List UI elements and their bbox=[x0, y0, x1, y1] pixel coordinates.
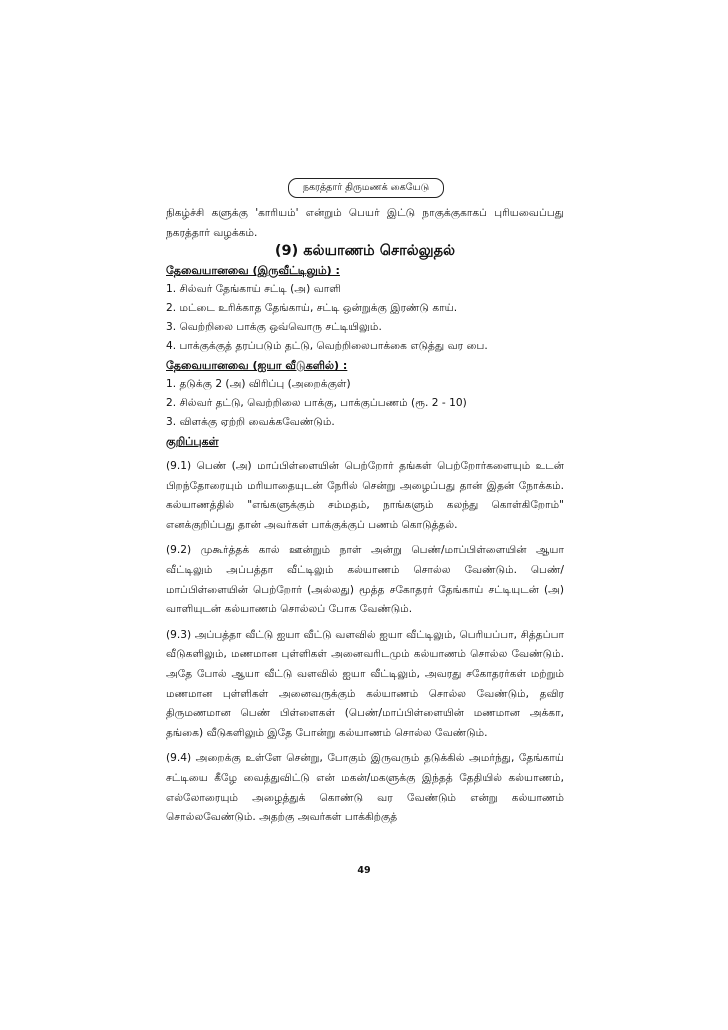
list-item: 1. சில்வர் தேங்காய் சட்டி (அ) வாளி bbox=[166, 283, 341, 295]
notes-heading: குறிப்புகள் bbox=[166, 435, 219, 448]
list-item: 1. தடுக்கு 2 (அ) விரிப்பு (அறைக்குள்) bbox=[166, 378, 351, 390]
note-paragraph-9-1: (9.1) பெண் (அ) மாப்பிள்ளையின் பெற்றோர் தங்கள் பெற்றோர்களையும் உடன் பிறந்தோரையும் மரியாதையுடன் நேரில் சென்று அழைப்பது தான் இதன் நோக்கம். கல்யாணத்தில் "எங்களுக்கும் சம்மதம், நாங்களும் கலந்து கொள்கிறோம்" எனக்குறிப்பது தான் அவர்கள் பாக்குக்குப் பணம் கொடுத்தல். bbox=[166, 460, 564, 531]
list-item: 4. பாக்குக்குத் தரப்படும் தட்டு, வெற்றிலைபாக்கை எடுத்து வர பை. bbox=[166, 340, 488, 352]
list-item: 2. மட்டை உரிக்காத தேங்காய், சட்டி ஒன்றுக்கு இரண்டு காய். bbox=[166, 302, 458, 314]
note-paragraph-9-2: (9.2) முகூர்த்தக் கால் ஊன்றும் நாள் அன்று பெண்/மாப்பிள்ளையின் ஆயா வீட்டிலும் அப்பத்தா வீட்டிலும் கல்யாணம் சொல்ல வேண்டும். பெண்/ மாப்பிள்ளையின் பெற்றோர் (அல்லது) மூத்த சகோதரர் தேங்காய் சட்டியுடன் (அ) வாளியுடன் கல்யாணம் சொல்லப் போக வேண்டும். bbox=[166, 544, 564, 616]
requirements-iya-list bbox=[166, 375, 564, 432]
running-head: நகரத்தார் திருமணக் கையேடு bbox=[288, 178, 444, 198]
page-content bbox=[166, 204, 564, 828]
requirements-iya-heading: தேவையானவை (ஐயா வீடுகளில்) : bbox=[166, 359, 348, 372]
list-item: 2. சில்வர் தட்டு, வெற்றிலை பாக்கு, பாக்குப்பணம் (ரூ. 2 - 10) bbox=[166, 397, 467, 409]
requirements-home-heading: தேவையானவை (இருவீட்டிலும்) : bbox=[166, 264, 340, 277]
intro-paragraph: நிகழ்ச்சி களுக்கு 'காரியம்' என்றும் பெயர் இட்டு நாகுக்குகாகப் புரியவைப்பது நகரத்தார் வழக்கம். bbox=[166, 207, 564, 239]
note-paragraph-9-4: (9.4) அறைக்கு உள்ளே சென்று, போகும் இருவரும் தடுக்கில் அமர்ந்து, தேங்காய் சட்டியை கீழே வைத்துவிட்டு என் மகன்/மகளுக்கு இந்தத் தேதியில் கல்யாணம், எல்லோரையும் அழைத்துக் கொண்டு வர வேண்டும் என்று கல்யாணம் சொல்லவேண்டும். அதற்கு அவர்கள் பாக்கிற்குத் bbox=[166, 752, 564, 824]
list-item: 3. வெற்றிலை பாக்கு ஒவ்வொரு சட்டியிலும். bbox=[166, 321, 382, 333]
requirements-home-list bbox=[166, 280, 564, 356]
page-number: 49 bbox=[357, 865, 371, 876]
note-paragraph-9-3: (9.3) அப்பத்தா வீட்டு ஐயா வீட்டு வளவில் ஐயா வீட்டிலும், பெரியப்பா, சித்தப்பா வீடுகளிலும், மணமான புள்ளிகள் அனைவரிடமும் கல்யாணம் சொல்ல வேண்டும். அதே போல் ஆயா வீட்டு வளவில் ஐயா வீட்டிலும், அவரது சகோதரர்கள் மற்றும் மணமான புள்ளிகள் அனைவருக்கும் கல்யாணம் சொல்ல வேண்டும், தவிர திருமணமான பெண் பிள்ளைகள் (பெண்/மாப்பிள்ளையின் மணமான அக்கா, தங்கை) வீடுகளிலும் இதே போன்று கல்யாணம் சொல்ல வேண்டும். bbox=[166, 628, 564, 739]
section-title: (9) கல்யாணம் சொல்லுதல் bbox=[274, 243, 456, 259]
list-item: 3. விளக்கு ஏற்றி வைக்கவேண்டும். bbox=[166, 416, 335, 428]
